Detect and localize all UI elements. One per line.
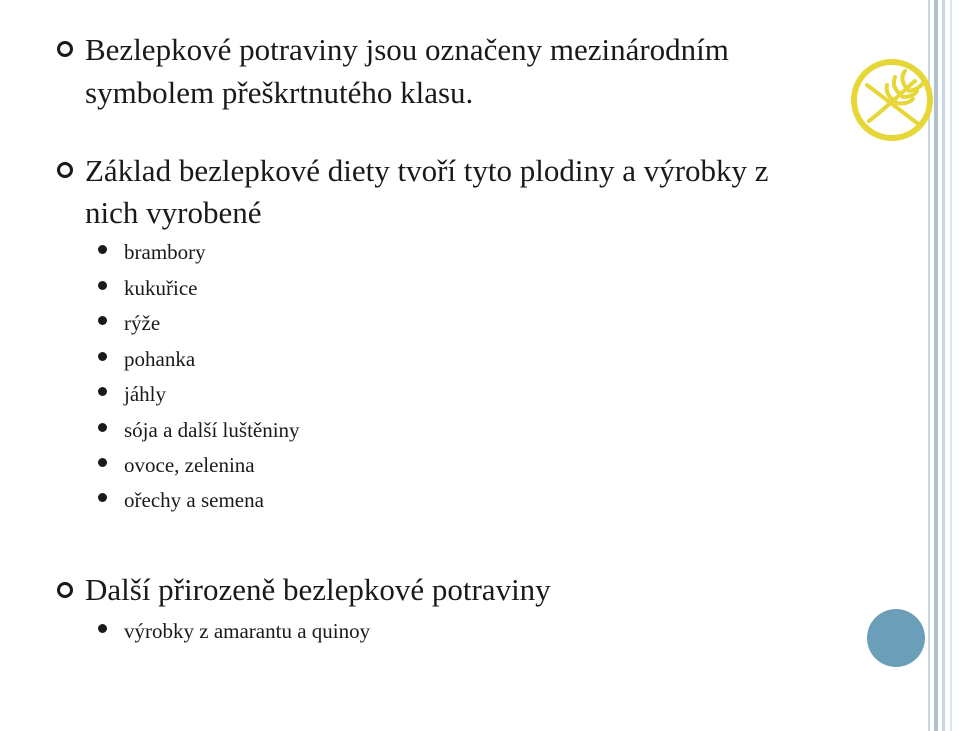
bullet-ring-icon <box>57 162 73 178</box>
sub-bullet-dot-icon <box>98 458 107 467</box>
sub-bullet-dot-icon <box>98 493 107 502</box>
crossed-grain-gluten-free-icon <box>847 55 937 145</box>
border-stripe <box>950 0 952 731</box>
sub-bullet-dot-icon <box>98 387 107 396</box>
bullet-2-line-2: nich vyrobené <box>85 195 262 230</box>
sub-bullet-dot-icon <box>98 423 107 432</box>
sub-item: rýže <box>124 311 161 335</box>
sub-item: sója a další luštěniny <box>124 418 300 442</box>
sub-item: ovoce, zelenina <box>124 453 255 477</box>
bullet-1-line-2: symbolem přeškrtnutého klasu. <box>85 75 474 110</box>
sub-bullet-dot-icon <box>98 316 107 325</box>
bullet-3-line-1: Další přirozeně bezlepkové potraviny <box>85 572 551 607</box>
sub-item: kukuřice <box>124 276 198 300</box>
bullet-2-line-1: Základ bezlepkové diety tvoří tyto plodiny a výrobky z <box>85 153 769 188</box>
border-stripe <box>942 0 945 731</box>
sub-item: jáhly <box>124 382 166 406</box>
bullet-ring-icon <box>57 41 73 57</box>
bullet-ring-icon <box>57 582 73 598</box>
sub-item: pohanka <box>124 347 196 371</box>
sub-bullet-dot-icon <box>98 352 107 361</box>
sub-item: brambory <box>124 240 206 264</box>
decorative-circle <box>867 609 925 667</box>
sub-item: ořechy a semena <box>124 488 264 512</box>
sub-bullet-dot-icon <box>98 624 107 633</box>
sub-bullet-dot-icon <box>98 245 107 254</box>
sub-bullet-dot-icon <box>98 281 107 290</box>
bullet-1-line-1: Bezlepkové potraviny jsou označeny mezinárodním <box>85 32 729 67</box>
sub-item: výrobky z amarantu a quinoy <box>124 619 371 643</box>
